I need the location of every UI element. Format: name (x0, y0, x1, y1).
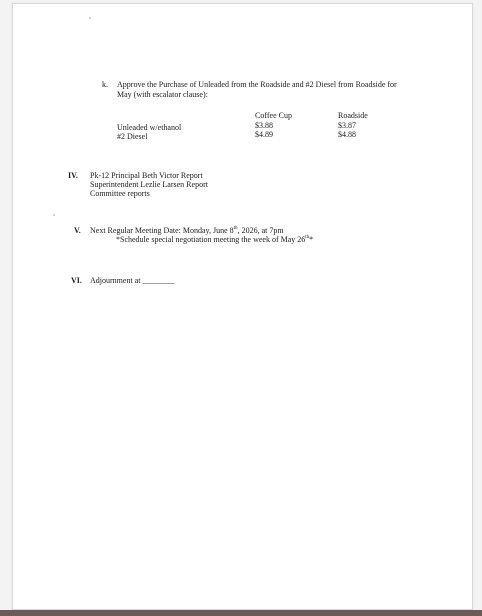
section-v-numeral: V. (74, 226, 81, 235)
item-k-line1: Approve the Purchase of Unleaded from the Roadside and #2 Diesel from Roadside for (117, 80, 397, 89)
table-row-label: Unleaded w/ethanol (117, 123, 182, 132)
item-k-letter: k. (102, 80, 108, 89)
section-vi-text: Adjournment at ________ (90, 276, 175, 285)
table-row-label: #2 Diesel (117, 132, 148, 141)
table-cell-roadside: $3.87 (338, 121, 356, 130)
scan-mark (53, 214, 55, 216)
section-iv-line: Superintendent Lezlie Larsen Report (90, 180, 208, 189)
section-v-line2-pre: *Schedule special negotiation meeting the week of May 26 (116, 235, 306, 244)
section-iv-line: Pk-12 Principal Beth Victor Report (90, 171, 203, 180)
table-header-roadside: Roadside (338, 111, 368, 120)
item-k-line2: May (with escalator clause): (117, 90, 208, 99)
section-v-line1-sup: th (233, 226, 238, 231)
table-cell-coffee-cup: $4.89 (255, 130, 273, 139)
section-iv-numeral: IV. (68, 171, 78, 180)
table-header-coffee-cup: Coffee Cup (255, 111, 292, 120)
section-v-line2-sup: th (305, 235, 310, 240)
table-cell-coffee-cup: $3.88 (255, 121, 273, 130)
section-iv-line: Committee reports (90, 189, 150, 198)
section-v-line1-pre: Next Regular Meeting Date: Monday, June 8 (90, 226, 234, 235)
document-page (12, 3, 473, 610)
section-v-line1-post: , 2026, at 7pm (237, 226, 284, 235)
scan-mark (89, 17, 91, 19)
section-v-line2-post: * (309, 235, 314, 244)
bottom-bar (0, 610, 482, 616)
section-vi-numeral: VI. (71, 276, 82, 285)
section-v-line2 (116, 235, 313, 245)
table-cell-roadside: $4.88 (338, 130, 356, 139)
